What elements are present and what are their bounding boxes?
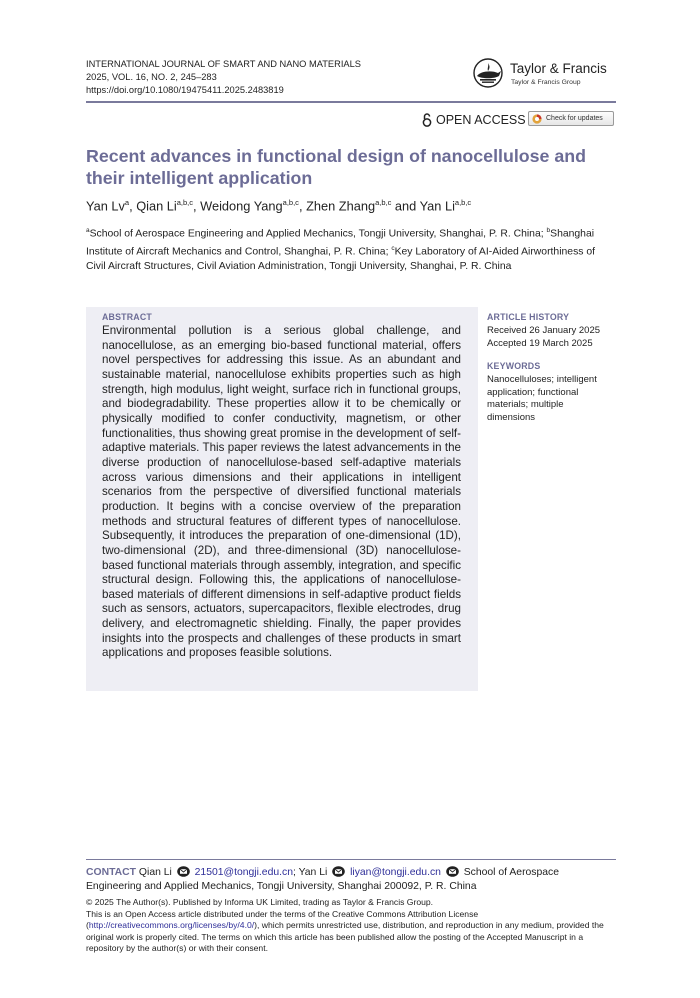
- author-affiliation-marker: a,b,c: [454, 198, 472, 207]
- envelope-icon: [177, 866, 190, 877]
- open-access-label: OPEN ACCESS: [436, 113, 526, 127]
- author-separator: ,: [193, 198, 201, 214]
- license-statement: [86, 909, 616, 954]
- crossmark-icon: [532, 114, 542, 124]
- author-name: Yan Lv: [86, 198, 125, 214]
- license-link[interactable]: http://creativecommons.org/licenses/by/4.0/: [88, 920, 255, 931]
- abstract-heading: ABSTRACT: [102, 312, 152, 322]
- author-name: Zhen Zhang: [306, 198, 376, 214]
- affiliation-text: School of Aerospace Engineering and Applied Mechanics, Tongji University, Shanghai, P. R. China;: [89, 228, 547, 240]
- author-separator: ,: [298, 198, 307, 214]
- license-text: ), which permits unrestricted use, distribution, and reproduction in any medium, provided the original work is properly cited. The terms on which this article has been published allow the posting of the Accepted Manuscript in a repository by the author(s) or with their consent.: [86, 920, 604, 953]
- journal-header: [86, 58, 361, 97]
- contact-person: Qian Li: [138, 867, 172, 878]
- author-list: [86, 198, 626, 213]
- article-title: Recent advances in functional design of nanocellulose and their intelligent application: [86, 146, 586, 188]
- abstract-text: Environmental pollution is a serious global challenge, and nanocellulose, as an emerging bio-based functional material, offers novel perspectives for addressing this issue. As an abundant and sustainable material, nanocellulose exhibits properties such as high strength, high modulus, light weight, surface rich in functional groups, and biodegradability. These properties allow it to be chemically or physically modified to confer conductivity, magnetism, or other functionalities, thus showing great promise in the development of self-adaptive materials. This paper reviews the latest advancements in the diverse production of nanocellulose-based self-adaptive materials across various dimensions and their applications in intelligent scenarios from the perspective of diversified functional materials production. It begins with a concise overview of the preparation methods and structural features of different types of nanocellulose. Subsequently, it introduces the preparation of one-dimensional (1D), two-dimensional (2D), and three-dimensional (3D) nanocellulose-based functional materials through assembly, integration, and specific structural design. Following this, the applications of nanocellulose-based materials of different dimensions in self-adaptive product fields such as sensors, actuators, supercapacitors, flexible electrodes, drug delivery, and electromagnetic shielding. Finally, the paper provides insights into the prospects and challenges of these products in smart applications and proposes feasible solutions.: [102, 324, 461, 660]
- open-lock-icon: [422, 113, 432, 127]
- envelope-icon: [332, 866, 345, 877]
- check-for-updates-label: Check for updates: [546, 115, 603, 122]
- keywords-text: Nanocelluloses; intelligent application; functional materials; multiple dimensions: [487, 374, 597, 423]
- envelope-icon: [446, 866, 459, 877]
- open-access-badge: [422, 113, 526, 127]
- contact-block: [86, 866, 616, 893]
- author-name: Yan Li: [419, 198, 455, 214]
- publisher-group: Taylor & Francis Group: [511, 79, 581, 86]
- contact-separator: ;: [293, 867, 299, 878]
- contact-email-link[interactable]: 21501@tongji.edu.cn: [194, 867, 294, 878]
- header-divider: [86, 101, 616, 103]
- author-name: Qian Li: [136, 198, 177, 214]
- affiliation-marker: b: [546, 227, 551, 234]
- affiliations: [86, 224, 616, 274]
- author-affiliation-marker: a,b,c: [282, 198, 299, 207]
- publisher-logo[interactable]: [470, 58, 620, 92]
- contact-address: School of Aerospace Engineering and Applied Mechanics, Tongji University, Shanghai 200092, P. R. China: [86, 867, 560, 892]
- affiliation-marker: a: [86, 227, 90, 234]
- journal-doi[interactable]: https://doi.org/10.1080/19475411.2025.2483819: [86, 85, 284, 95]
- copyright-block: [86, 897, 616, 954]
- contact-label: CONTACT: [86, 867, 137, 878]
- copyright-line: © 2025 The Author(s). Published by Informa UK Limited, trading as Taylor & Francis Group.: [86, 897, 434, 907]
- contact-person: Yan Li: [298, 867, 328, 878]
- lamp-logo-icon: [470, 58, 506, 90]
- footer-divider: [86, 859, 616, 860]
- author-name: Weidong Yang: [200, 198, 283, 214]
- author-affiliation-marker: a,b,c: [375, 198, 392, 207]
- journal-name: INTERNATIONAL JOURNAL OF SMART AND NANO MATERIALS: [86, 59, 361, 69]
- author-affiliation-marker: a,b,c: [176, 198, 193, 207]
- author-separator: and: [391, 198, 420, 214]
- author-separator: ,: [129, 198, 137, 214]
- contact-email-link[interactable]: liyan@tongji.edu.cn: [350, 867, 441, 878]
- affiliation-text: Shanghai Institute of Aircraft Mechanics and Control, Shanghai, P. R. China;: [86, 228, 595, 258]
- received-date: Received 26 January 2025: [487, 325, 601, 336]
- affiliation-marker: c: [391, 244, 395, 252]
- journal-issue: 2025, VOL. 16, NO. 2, 245–283: [86, 72, 217, 82]
- keywords-heading: KEYWORDS: [487, 361, 541, 371]
- affiliation-text: Key Laboratory of AI-Aided Airworthiness of Civil Aircraft Structures, Civil Aviation Administration, Tongji University, Shanghai, P. R. China: [86, 246, 596, 272]
- publisher-name: Taylor & Francis: [510, 61, 607, 76]
- accepted-date: Accepted 19 March 2025: [487, 338, 593, 349]
- check-for-updates-button[interactable]: [528, 111, 614, 126]
- article-history-heading: ARTICLE HISTORY: [487, 312, 570, 322]
- license-text: This is an Open Access article distributed under the terms of the Creative Commons Attribution License (: [86, 909, 479, 931]
- author-affiliation-marker: a: [124, 198, 130, 207]
